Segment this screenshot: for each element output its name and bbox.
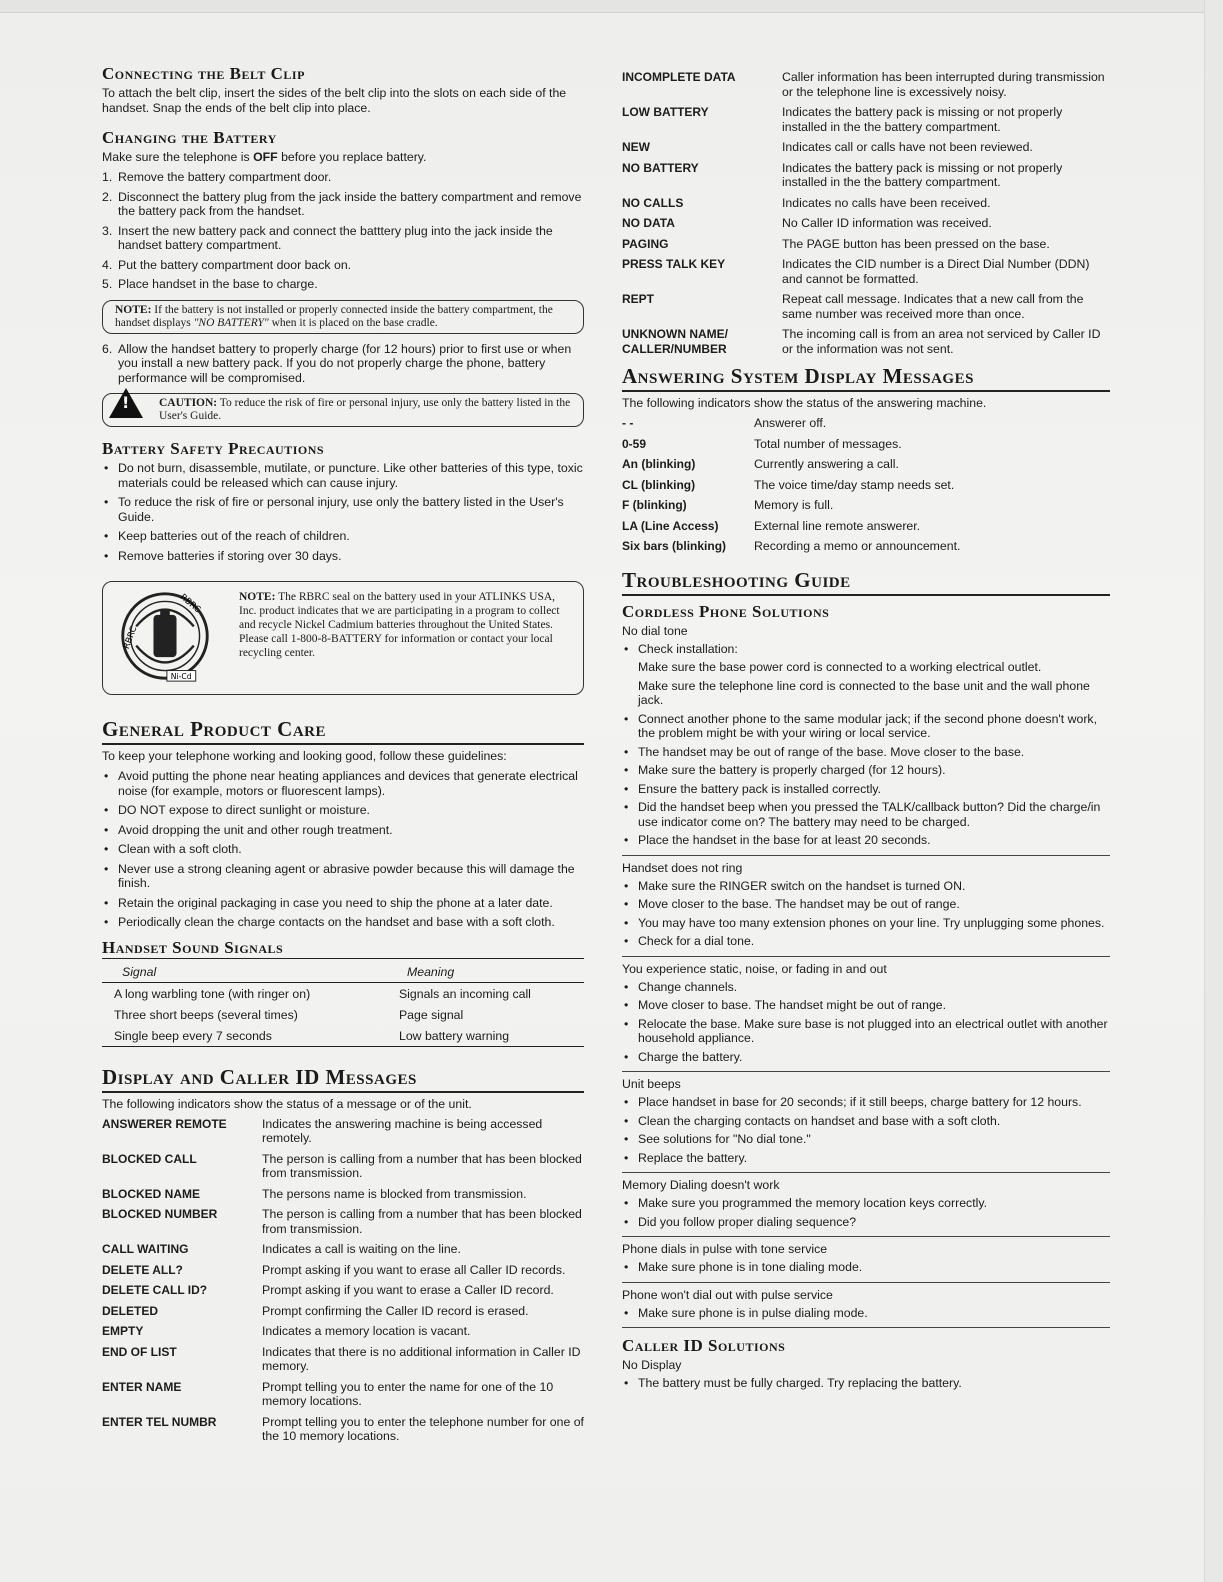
group-item: • See solutions for "No dial tone." <box>622 1132 1110 1147</box>
message-meaning: No Caller ID information was received. <box>782 216 992 230</box>
message-meaning: The person is calling from a number that has been blocked from transmission. <box>262 1207 582 1236</box>
battery-step-6: 6. Allow the handset battery to properly charge (for 12 hours) prior to first use or when you install a new battery pack. If you do not properly charge the phone, battery performance will be compromised. <box>102 341 572 385</box>
troubleshooting-group <box>622 1242 1110 1283</box>
message-key: DELETE CALL ID? <box>102 1283 208 1297</box>
message-key: CALL WAITING <box>102 1242 189 1256</box>
battery-step: 4. Put the battery compartment door back on. <box>102 257 352 272</box>
message-key: BLOCKED CALL <box>102 1151 197 1166</box>
care-list <box>102 769 584 930</box>
safety-item: • Keep batteries out of the reach of children. <box>102 529 584 544</box>
message-meaning: Memory is full. <box>754 498 834 512</box>
message-meaning: Caller information has been interrupted during transmission or the telephone line is excessively noisy. <box>782 70 1105 99</box>
scan-top-edge <box>0 0 1223 13</box>
care-item: • Never use a strong cleaning agent or abrasive powder because this will damage the finish. <box>102 862 584 891</box>
group-list <box>622 1095 1110 1165</box>
message-meaning: Indicates the battery pack is missing or not properly installed in the the battery compartment. <box>782 105 1063 134</box>
display-messages-list <box>102 1117 584 1450</box>
battery-step: 5. Place handset in the base to charge. <box>102 277 318 291</box>
sound-heading: Handset Sound Signals <box>102 938 584 959</box>
group-list <box>622 1306 1110 1321</box>
message-meaning: Indicates no calls have been received. <box>782 195 991 210</box>
battery-step: 3. Insert the new battery pack and connect the batttery plug into the jack inside the handset battery compartment. <box>102 223 553 252</box>
group-item: • Clean the charging contacts on handset and base with a soft cloth. <box>622 1114 1110 1129</box>
right-column <box>622 70 1110 1399</box>
svg-text:Ni-Cd: Ni-Cd <box>170 672 192 682</box>
battery-step: 2. Disconnect the battery plug from the jack inside the battery compartment and remove the battery pack from the handset. <box>102 189 582 218</box>
group-list <box>622 879 1110 949</box>
svg-text:RBRC: RBRC <box>177 592 203 616</box>
troubleshooting-group <box>622 1178 1110 1237</box>
group-list <box>622 980 1110 1065</box>
message-key: UNKNOWN NAME/ CALLER/NUMBER <box>622 327 728 356</box>
care-intro: To keep your telephone working and looking good, follow these guidelines: <box>102 749 507 763</box>
message-key: - - <box>622 416 634 430</box>
meaning-cell: Low battery warning <box>387 1025 584 1047</box>
cordless-heading: Cordless Phone Solutions <box>622 601 830 621</box>
no-dial-item: • Make sure the battery is properly charged (for 12 hours). <box>622 763 1110 778</box>
message-meaning: Indicates the CID number is a Direct Dial Number (DDN) and cannot be formatted. <box>782 257 1090 286</box>
message-meaning: The incoming call is from an area not serviced by Caller ID or the information was not sent. <box>782 327 1101 356</box>
message-key: END OF LIST <box>102 1344 177 1359</box>
troubleshooting-group <box>622 1288 1110 1329</box>
callerid-list <box>622 1376 1110 1391</box>
rbrc-recycling-seal-icon <box>117 588 213 684</box>
group-item: • Change channels. <box>622 980 1110 995</box>
meaning-cell: Signals an incoming call <box>398 986 531 1001</box>
troubleshooting-group <box>622 1077 1110 1173</box>
battery-step: 1. Remove the battery compartment door. <box>102 170 332 184</box>
no-dial-item: • Connect another phone to the same modular jack; if the second phone doesn't work, the problem might be with your wiring or local service. <box>622 712 1110 741</box>
message-meaning: Indicates a call is waiting on the line. <box>262 1242 461 1256</box>
message-key: NO CALLS <box>622 195 684 210</box>
group-item: • Relocate the base. Make sure base is not plugged into an electrical outlet with another household appliance. <box>622 1017 1110 1046</box>
group-title: Unit beeps <box>622 1077 681 1091</box>
group-title: Phone dials in pulse with tone service <box>622 1242 828 1256</box>
group-item: • Check for a dial tone. <box>622 934 1110 949</box>
no-dial-item: • Ensure the battery pack is installed correctly. <box>622 782 1110 797</box>
battery-steps-list <box>102 170 584 292</box>
message-meaning: Total number of messages. <box>754 436 902 451</box>
answering-messages-list <box>622 416 1110 560</box>
group-item: • Charge the battery. <box>622 1050 1110 1065</box>
left-column <box>102 64 584 1450</box>
group-item: • Move closer to the base. The handset may be out of range. <box>622 897 1110 912</box>
message-meaning: Indicates the battery pack is missing or not properly installed in the the battery compartment. <box>782 160 1063 189</box>
message-meaning: External line remote answerer. <box>754 518 921 533</box>
care-item: • DO NOT expose to direct sunlight or moisture. <box>102 803 584 818</box>
safety-heading: Battery Safety Precautions <box>102 439 325 458</box>
message-key: CL (blinking) <box>622 477 696 492</box>
care-item: • Avoid dropping the unit and other rough treatment. <box>102 823 584 838</box>
message-key: DELETED <box>102 1303 159 1318</box>
care-item: • Periodically clean the charge contacts on the handset and base with a soft cloth. <box>102 915 584 930</box>
message-meaning: The persons name is blocked from transmission. <box>262 1186 527 1201</box>
rbrc-note-text: NOTE: The RBRC seal on the battery used in your ATLINKS USA, Inc. product indicates that we are participating in a program to collect and recycle Nickel Cadmium batteries throughout the United States. Please call 1-800-8-BATTERY for information or contact your local recycling center. <box>239 591 560 659</box>
message-key: NEW <box>622 140 650 154</box>
message-key: PRESS TALK KEY <box>622 257 726 271</box>
group-item: • Replace the battery. <box>622 1151 1110 1166</box>
message-meaning: Indicates a memory location is vacant. <box>262 1324 471 1338</box>
group-item: • You may have too many extension phones on your line. Try unplugging some phones. <box>622 916 1110 931</box>
message-meaning: Prompt confirming the Caller ID record is erased. <box>262 1303 529 1318</box>
message-key: ENTER NAME <box>102 1379 182 1394</box>
care-heading: General Product Care <box>102 717 584 745</box>
callerid-heading: Caller ID Solutions <box>622 1336 786 1355</box>
scan-right-edge <box>1204 0 1223 1582</box>
display-intro: The following indicators show the status of a message or of the unit. <box>102 1096 472 1111</box>
troubleshooting-group <box>622 861 1110 957</box>
care-item: • Avoid putting the phone near heating appliances and devices that generate electrical noise (for example, motors or fluorescent lamps). <box>102 769 584 798</box>
message-meaning: Answerer off. <box>754 416 827 430</box>
message-meaning: The voice time/day stamp needs set. <box>754 477 955 492</box>
signal-cell: A long warbling tone (with ringer on) <box>114 986 311 1001</box>
no-dial-item: • The handset may be out of range of the base. Move closer to the base. <box>622 745 1110 760</box>
warning-exclamation-icon: ! <box>122 393 130 412</box>
group-item: • Make sure phone is in tone dialing mode. <box>622 1260 1110 1275</box>
message-key: LA (Line Access) <box>622 518 719 533</box>
message-key: EMPTY <box>102 1324 144 1338</box>
no-dial-sub-2: Make sure the telephone line cord is connected to the base unit and the wall phone jack. <box>638 678 1090 707</box>
no-dial-list <box>622 712 1110 848</box>
message-meaning: Indicates that there is no additional information in Caller ID memory. <box>262 1344 581 1373</box>
message-key: BLOCKED NAME <box>102 1186 200 1201</box>
no-dial-item: • Did the handset beep when you pressed the TALK/callback button? Did the charge/in use indicator come on? The battery may need to be charged. <box>622 800 1110 829</box>
group-list <box>622 1260 1110 1275</box>
sound-signals-table <box>102 963 584 1047</box>
message-meaning: Indicates call or calls have not been reviewed. <box>782 140 1033 154</box>
message-meaning: Prompt telling you to enter the telephone number for one of the 10 memory locations. <box>262 1414 584 1443</box>
display-messages-continued <box>622 70 1110 362</box>
check-installation-item: • Check installation: <box>622 642 1110 657</box>
table-row <box>102 1025 584 1047</box>
no-display-title: No Display <box>622 1358 682 1372</box>
safety-item: • Remove batteries if storing over 30 days. <box>102 549 584 564</box>
no-dial-sub-1: Make sure the base power cord is connected to a working electrical outlet. <box>638 660 1042 674</box>
battery-note: NOTE: If the battery is not installed or properly connected inside the battery compartment, the handset displays "NO BATTERY" when it is placed on the base cradle. <box>102 300 584 334</box>
safety-item: • Do not burn, disassemble, mutilate, or puncture. Like other batteries of this type, toxic materials could be released which can cause injury. <box>102 461 584 490</box>
display-heading: Display and Caller ID Messages <box>102 1065 584 1093</box>
message-key: NO DATA <box>622 216 675 230</box>
no-dial-first-list <box>622 642 1110 657</box>
no-dial-tone-title: No dial tone <box>622 623 688 638</box>
signal-cell: Three short beeps (several times) <box>114 1007 298 1022</box>
message-key: PAGING <box>622 236 669 251</box>
message-key: REPT <box>622 292 655 306</box>
group-title: Memory Dialing doesn't work <box>622 1178 780 1192</box>
safety-list <box>102 461 584 563</box>
message-meaning: Recording a memo or announcement. <box>754 539 961 553</box>
message-key: 0-59 <box>622 436 647 451</box>
care-item: • Clean with a soft cloth. <box>102 842 584 857</box>
care-item: • Retain the original packaging in case you need to ship the phone at a later date. <box>102 896 584 911</box>
battery-heading: Changing the Battery <box>102 128 277 147</box>
battery-intro: Make sure the telephone is OFF before you replace battery. <box>102 150 427 164</box>
group-title: Handset does not ring <box>622 860 743 875</box>
battery-step-6-list <box>102 342 584 386</box>
group-title: Phone won't dial out with pulse service <box>622 1287 833 1302</box>
message-meaning: Indicates the answering machine is being accessed remotely. <box>262 1116 543 1145</box>
table-row <box>102 982 584 1004</box>
message-key: ENTER TEL NUMBR <box>102 1414 217 1429</box>
group-item: • Make sure phone is in pulse dialing mode. <box>622 1306 1110 1321</box>
message-meaning: The person is calling from a number that has been blocked from transmission. <box>262 1151 582 1180</box>
troubleshooting-heading: Troubleshooting Guide <box>622 568 1110 596</box>
message-key: NO BATTERY <box>622 160 699 175</box>
group-item: • Did you follow proper dialing sequence? <box>622 1215 1110 1230</box>
table-row <box>102 1004 584 1025</box>
message-key: ANSWERER REMOTE <box>102 1116 227 1131</box>
troubleshooting-groups <box>622 861 1110 1329</box>
signal-cell: Single beep every 7 seconds <box>102 1025 387 1047</box>
no-dial-item: • Place the handset in the base for at least 20 seconds. <box>622 833 1110 848</box>
message-meaning: Prompt asking if you want to erase a Caller ID record. <box>262 1283 554 1297</box>
message-key: INCOMPLETE DATA <box>622 70 736 84</box>
group-item: • Place handset in base for 20 seconds; if it still beeps, charge battery for 12 hours. <box>622 1095 1110 1110</box>
message-key: DELETE ALL? <box>102 1262 183 1277</box>
meaning-cell: Page signal <box>398 1007 464 1022</box>
message-meaning: Prompt asking if you want to erase all Caller ID records. <box>262 1262 566 1277</box>
no-dial-tone-group <box>622 624 1110 856</box>
col-meaning: Meaning <box>387 963 584 983</box>
message-meaning: Repeat call message. Indicates that a new call from the same number was received more than once. <box>782 292 1084 321</box>
rbrc-note-box <box>102 581 584 695</box>
group-title: You experience static, noise, or fading in and out <box>622 961 887 976</box>
group-list <box>622 1196 1110 1229</box>
message-meaning: The PAGE button has been pressed on the base. <box>782 236 1050 251</box>
belt-clip-body: To attach the belt clip, insert the sides of the belt clip into the slots on each side of the handset. Snap the ends of the belt clip into place. <box>102 86 567 115</box>
message-key: BLOCKED NUMBER <box>102 1207 218 1221</box>
callerid-item: • The battery must be fully charged. Try replacing the battery. <box>622 1376 1110 1391</box>
message-key: An (blinking) <box>622 457 696 471</box>
group-item: • Make sure the RINGER switch on the handset is turned ON. <box>622 879 1110 894</box>
battery-caution: ! CAUTION: To reduce the risk of fire or personal injury, use only the battery listed in the User's Guide. <box>102 393 584 427</box>
answering-intro: The following indicators show the status of the answering machine. <box>622 396 987 410</box>
answering-heading: Answering System Display Messages <box>622 364 1110 392</box>
message-key: Six bars (blinking) <box>622 539 727 553</box>
col-signal: Signal <box>102 963 387 983</box>
belt-clip-heading: Connecting the Belt Clip <box>102 64 305 83</box>
svg-text:RBRC: RBRC <box>121 625 140 651</box>
troubleshooting-group <box>622 962 1110 1073</box>
message-meaning: Currently answering a call. <box>754 457 899 471</box>
group-item: • Move closer to base. The handset might be out of range. <box>622 998 1110 1013</box>
safety-item: • To reduce the risk of fire or personal injury, use only the battery listed in the User's Guide. <box>102 495 584 524</box>
message-meaning: Prompt telling you to enter the name for one of the 10 memory locations. <box>262 1379 554 1408</box>
message-key: LOW BATTERY <box>622 105 709 119</box>
message-key: F (blinking) <box>622 498 687 512</box>
group-item: • Make sure you programmed the memory location keys correctly. <box>622 1196 1110 1211</box>
